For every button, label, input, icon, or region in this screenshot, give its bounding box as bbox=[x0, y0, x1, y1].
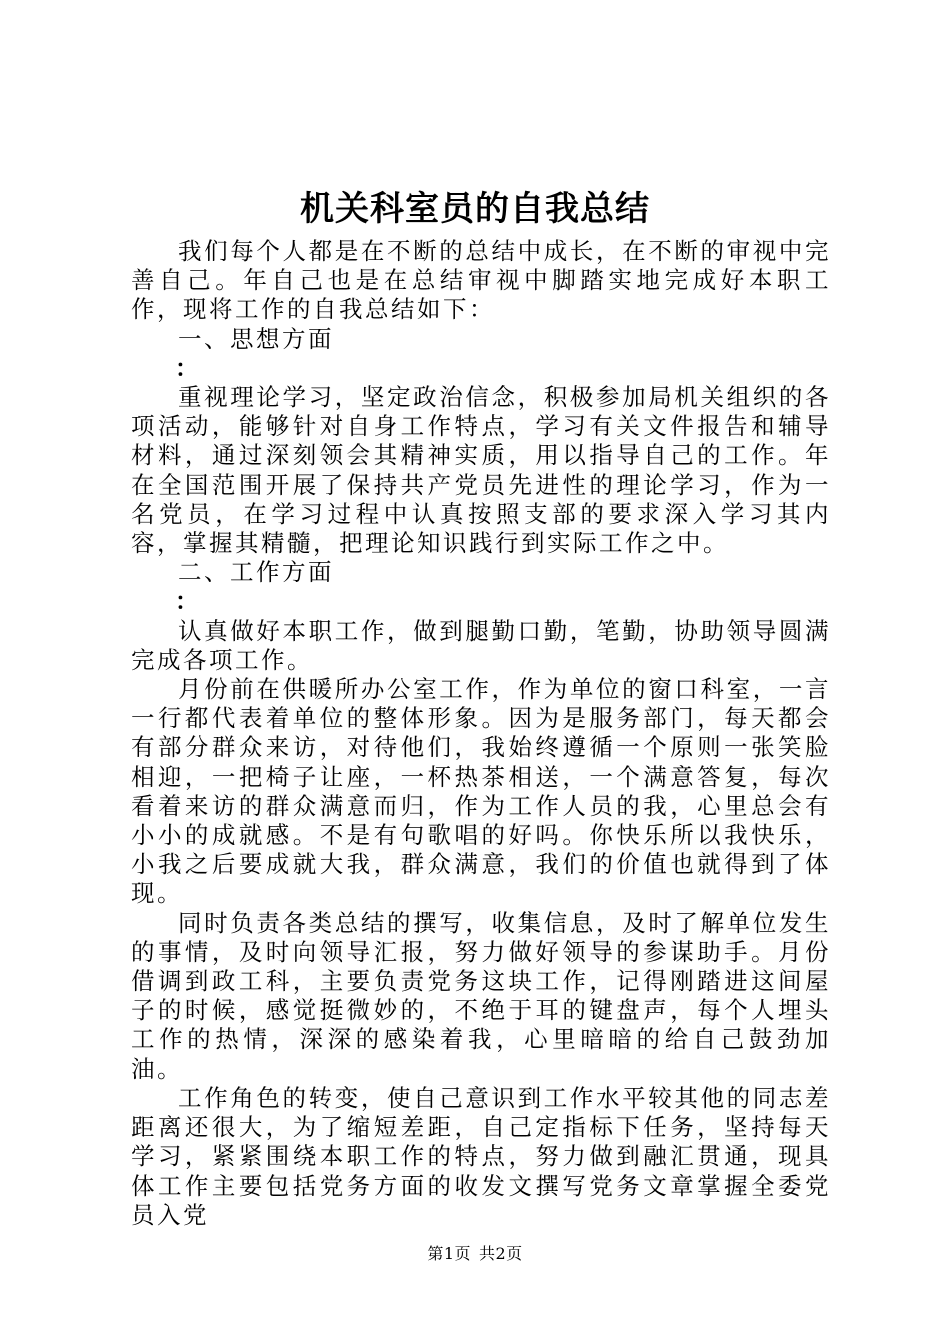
work-paragraph: 认真做好本职工作，做到腿勤口勤，笔勤，协助领导圆满完成各项工作。 bbox=[131, 616, 831, 674]
work-paragraph: 工作角色的转变，使自己意识到工作水平较其他的同志差距离还很大，为了缩短差距，自己定指标下任务，坚持每天学习，紧紧围绕本职工作的特点，努力做到融汇贯通，现具体工作主要包括党务方面的收发文撰写党务文章掌握全委党员入党 bbox=[131, 1083, 831, 1229]
section-heading-work: 二、工作方面 bbox=[178, 558, 334, 587]
section-colon: ： bbox=[175, 353, 201, 382]
work-paragraph: 同时负责各类总结的撰写，收集信息，及时了解单位发生的事情，及时向领导汇报，努力做好领导的参谋助手。月份借调到政工科，主要负责党务这块工作，记得刚踏进这间屋子的时候，感觉挺微妙的，不绝于耳的键盘声，每个人埋头工作的热情，深深的感染着我，心里暗暗的给自己鼓劲加油。 bbox=[131, 908, 831, 1083]
page-footer bbox=[0, 1242, 950, 1266]
page-number: 第1页 bbox=[427, 1244, 471, 1263]
page-total: 共2页 bbox=[479, 1244, 523, 1263]
document-body bbox=[131, 237, 831, 1230]
document-title: 机关科室员的自我总结 bbox=[300, 189, 650, 229]
thought-paragraph: 重视理论学习，坚定政治信念，积极参加局机关组织的各项活动，能够针对自身工作特点，学习有关文件报告和辅导材料，通过深刻领会其精神实质，用以指导自己的工作。年在全国范围开展了保持共产党员先进性的理论学习，作为一名党员，在学习过程中认真按照支部的要求深入学习其内容，掌握其精髓，把理论知识践行到实际工作之中。 bbox=[131, 383, 831, 558]
intro-paragraph: 我们每个人都是在不断的总结中成长，在不断的审视中完善自己。年自己也是在总结审视中脚踏实地完成好本职工作，现将工作的自我总结如下： bbox=[131, 237, 831, 324]
work-paragraph: 月份前在供暖所办公室工作，作为单位的窗口科室，一言一行都代表着单位的整体形象。因为是服务部门，每天都会有部分群众来访，对待他们，我始终遵循一个原则一张笑脸相迎，一把椅子让座，一杯热茶相送，一个满意答复，每次看着来访的群众满意而归，作为工作人员的我，心里总会有小小的成就感。不是有句歌唱的好吗。你快乐所以我快乐，小我之后要成就大我，群众满意，我们的价值也就得到了体现。 bbox=[131, 675, 831, 908]
section-heading-thought: 一、思想方面 bbox=[178, 324, 334, 353]
section-colon: ： bbox=[175, 587, 201, 616]
